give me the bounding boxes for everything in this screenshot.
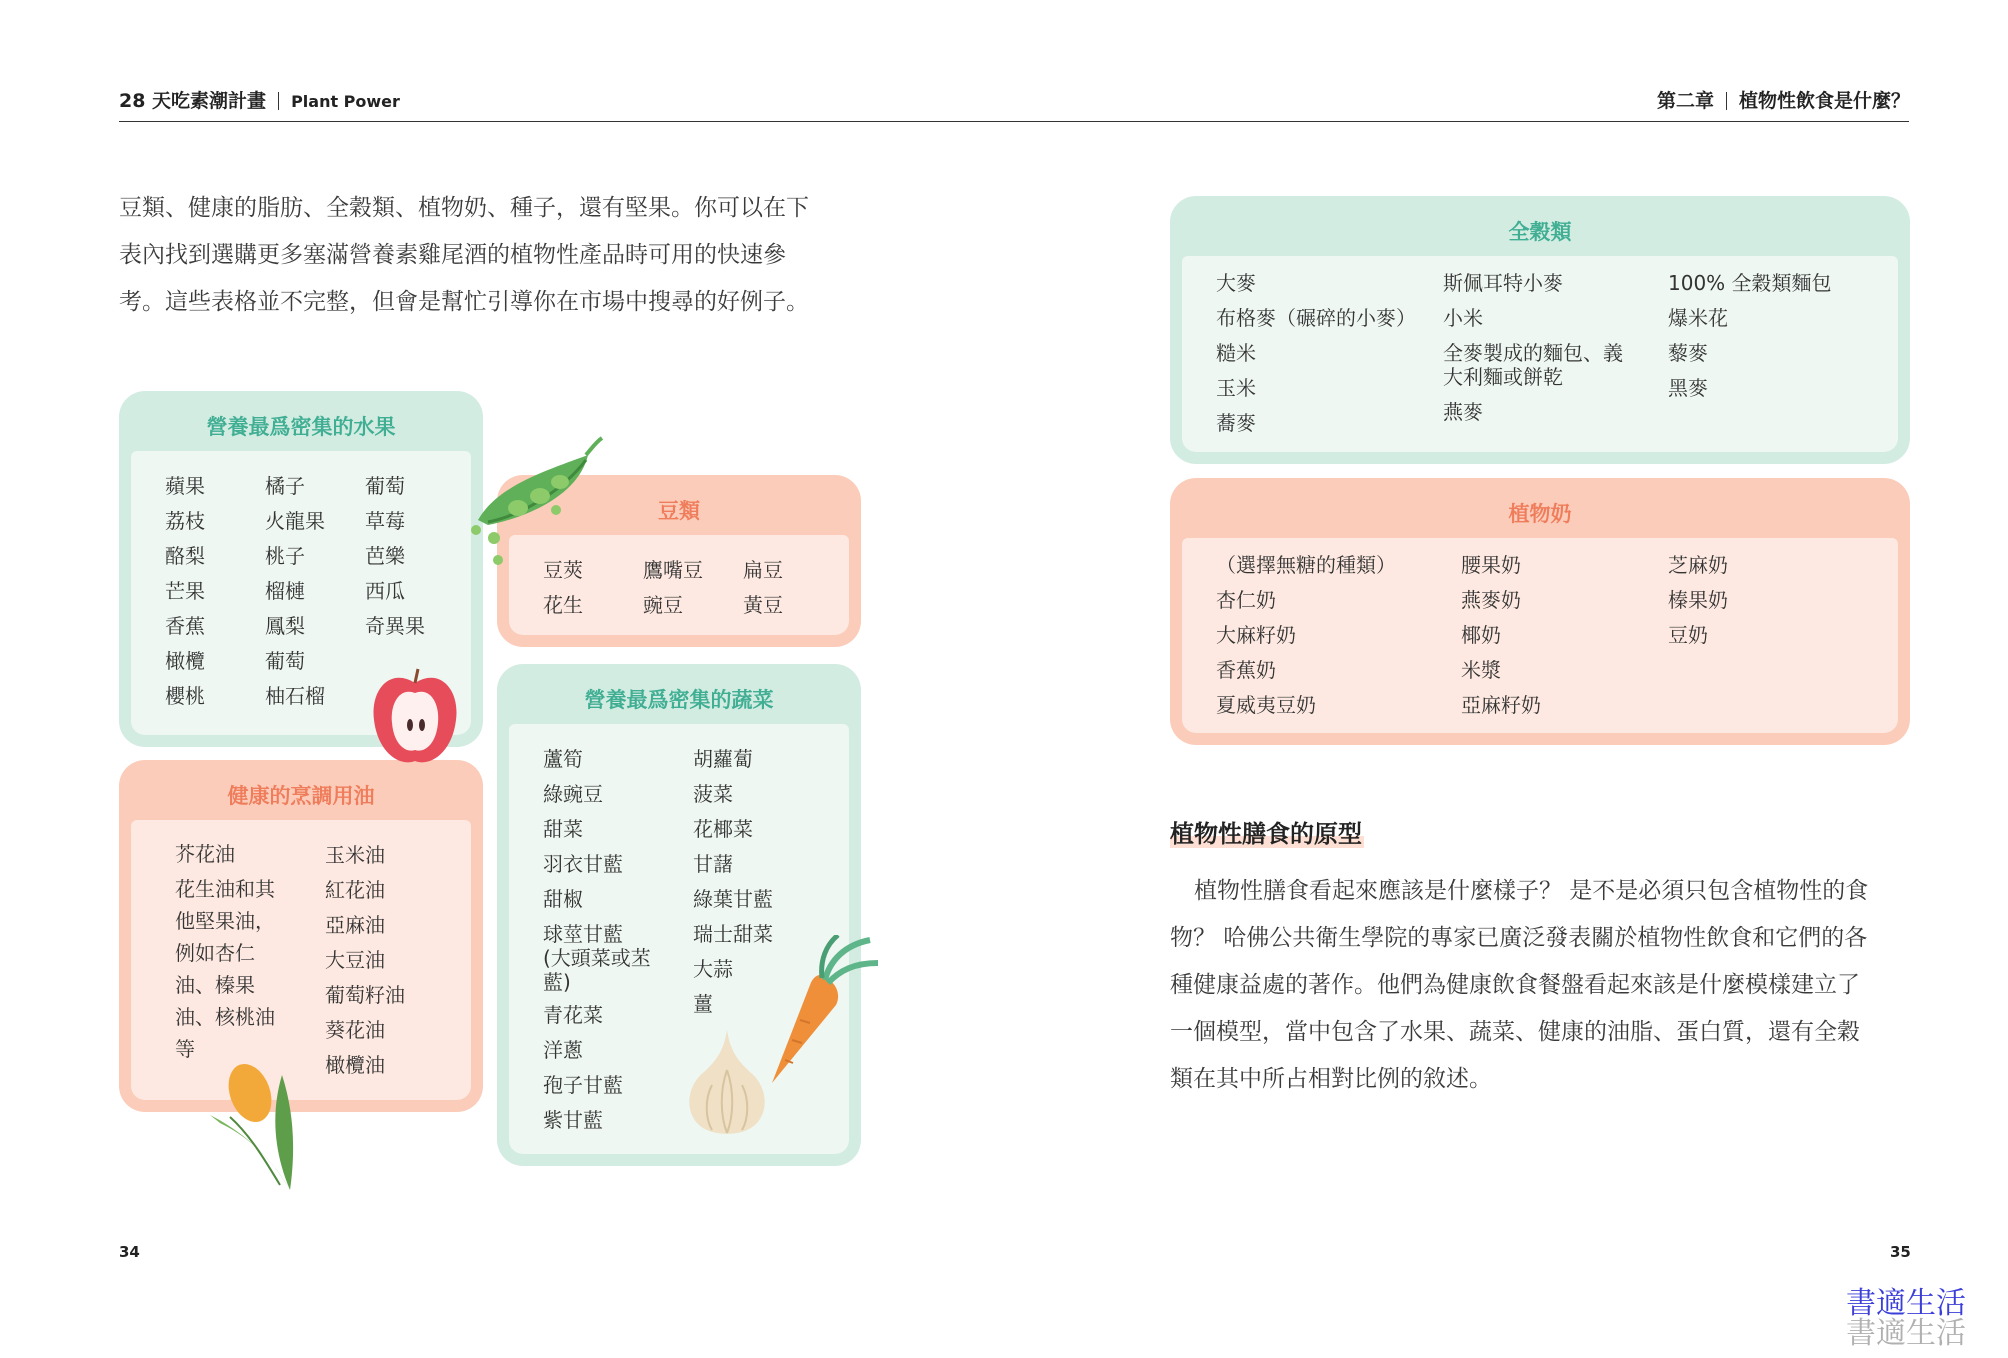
plant-milk-card (1170, 478, 1910, 745)
list-item: 甘藷 (693, 852, 733, 876)
list-item: 豆奶 (1668, 623, 1708, 647)
list-item: 大豆油 (325, 948, 385, 972)
list-item: 紫甘藍 (543, 1108, 603, 1132)
grains-col-1 (1216, 266, 1416, 441)
list-item: 燕麥奶 (1461, 588, 1521, 612)
header-divider (278, 92, 279, 110)
list-item: 葵花油 (325, 1018, 385, 1042)
list-item: 鷹嘴豆 (643, 558, 703, 582)
list-item: 洋蔥 (543, 1038, 583, 1062)
list-item: 小米 (1443, 306, 1483, 330)
list-item: 全麥製成的麵包、義 (1443, 341, 1623, 365)
vegetables-title: 營養最爲密集的蔬菜 (584, 688, 774, 712)
list-item: 蘋果 (165, 474, 205, 498)
list-item: 鳳梨 (265, 614, 305, 638)
list-item: 榴槤 (265, 579, 305, 603)
grains-title: 全穀類 (1508, 220, 1572, 244)
body-line: 植物性膳食看起來應該是什麼樣子？ 是不是必須只包含植物性的食 (1194, 878, 1869, 904)
apple-icon (370, 665, 460, 770)
intro-line: 表內找到選購更多塞滿營養素雞尾酒的植物性產品時可用的快速參 (119, 242, 786, 268)
vegetables-card (497, 664, 861, 1166)
list-item: 花生油和其 (175, 877, 275, 901)
list-item: 藜麥 (1668, 341, 1708, 365)
list-item: 奇異果 (365, 614, 425, 638)
list-item: 油、榛果 (175, 973, 255, 997)
list-item: 橄欖 (165, 649, 205, 673)
list-item: (大頭菜或苤 (543, 946, 651, 970)
list-item: 菠菜 (693, 782, 733, 806)
section-heading: 植物性膳食的原型 (1170, 820, 1362, 848)
fruits-col-1 (165, 469, 205, 714)
list-item: 芒果 (165, 579, 205, 603)
list-item: 油、核桃油 (175, 1005, 275, 1029)
body-line: 種健康益處的著作。他們為健康飲食餐盤看起來該是什麼模樣建立了 (1170, 972, 1860, 998)
watermark-logo: 書適生活 (1846, 1286, 1966, 1321)
plant-milk-col-1 (1216, 548, 1396, 723)
intro-line: 豆類、健康的脂肪、全穀類、植物奶、種子，還有堅果。你可以在下 (119, 195, 809, 221)
header-divider (1726, 92, 1727, 110)
grains-col-2 (1443, 266, 1623, 430)
pea-pod-icon (468, 430, 618, 570)
body-line: 物？ 哈佛公共衛生學院的專家已廣泛發表關於植物性飲食和它們的各 (1170, 925, 1868, 951)
list-item: 腰果奶 (1461, 553, 1521, 577)
list-item: 香蕉奶 (1216, 658, 1276, 682)
list-item: 糙米 (1216, 341, 1256, 365)
list-item: 大利麵或餅乾 (1443, 365, 1563, 389)
list-item: 等 (175, 1037, 195, 1061)
list-item: 大蒜 (693, 957, 733, 981)
list-item: 爆米花 (1668, 306, 1728, 330)
list-item: 胡蘿蔔 (693, 747, 753, 771)
section-paragraph (1170, 868, 1920, 1103)
intro-paragraph (119, 185, 879, 326)
intro-line: 考。這些表格並不完整，但會是幫忙引導你在市場中搜尋的好例子。 (119, 289, 809, 315)
beans-col-2 (643, 553, 703, 623)
beans-col-3 (743, 553, 783, 623)
plant-milk-col-3 (1668, 548, 1728, 653)
list-item: 燕麥 (1443, 400, 1483, 424)
fruits-col-2 (265, 469, 325, 714)
list-item: 斯佩耳特小麥 (1443, 271, 1563, 295)
list-item: 香蕉 (165, 614, 205, 638)
list-item: 例如杏仁 (175, 941, 255, 965)
list-item: 夏威夷豆奶 (1216, 693, 1316, 717)
corn-icon (200, 1055, 305, 1195)
list-item: 綠豌豆 (543, 782, 603, 806)
list-item: 葡萄 (265, 649, 305, 673)
page-number-left: 34 (119, 1243, 140, 1261)
garlic-icon (682, 1030, 772, 1135)
list-item: 葡萄 (365, 474, 405, 498)
list-item: 椰奶 (1461, 623, 1501, 647)
list-item: 亞麻籽奶 (1461, 693, 1541, 717)
list-item: 杏仁奶 (1216, 588, 1276, 612)
list-item: 玉米 (1216, 376, 1256, 400)
list-item: 荔枝 (165, 509, 205, 533)
oils-col-2 (325, 838, 405, 1083)
grains-col-3 (1668, 266, 1832, 406)
list-item: 100% 全穀類麵包 (1668, 271, 1832, 295)
list-item: 薑 (693, 992, 713, 1016)
fruits-title: 營養最爲密集的水果 (206, 415, 396, 439)
list-item: 綠葉甘藍 (693, 887, 773, 911)
body-line: 一個模型，當中包含了水果、蔬菜、健康的油脂、蛋白質，還有全穀 (1170, 1019, 1860, 1045)
book-subtitle: Plant Power (291, 92, 400, 111)
list-item: 米漿 (1461, 658, 1501, 682)
book-title: 28 天吃素潮計畫 (119, 90, 267, 112)
plant-milk-title: 植物奶 (1508, 502, 1572, 526)
page-number-right: 35 (1890, 1243, 1911, 1261)
watermark-logo-shadow: 書適生活 (1846, 1316, 1966, 1351)
body-line: 類在其中所占相對比例的敘述。 (1170, 1066, 1492, 1092)
list-item: 球莖甘藍 (543, 922, 623, 946)
fruits-col-3 (365, 469, 425, 644)
list-item: 孢子甘藍 (543, 1073, 623, 1097)
list-item: 火龍果 (265, 509, 325, 533)
list-item: 蕎麥 (1216, 411, 1256, 435)
list-item: 蘆筍 (543, 747, 583, 771)
plant-milk-col-2 (1461, 548, 1541, 723)
oils-title: 健康的烹調用油 (227, 784, 375, 808)
list-item: 瑞士甜菜 (693, 922, 773, 946)
list-item: 布格麥（碾碎的小麥） (1216, 306, 1416, 330)
list-item: 橄欖油 (325, 1053, 385, 1077)
list-item: 草莓 (365, 509, 405, 533)
list-item: 柚石榴 (265, 684, 325, 708)
list-item: 紅花油 (325, 878, 385, 902)
list-item: 他堅果油， (175, 909, 275, 933)
list-item: 西瓜 (365, 579, 405, 603)
list-item: 青花菜 (543, 1003, 603, 1027)
list-item: 甜椒 (543, 887, 583, 911)
list-item: 甜菜 (543, 817, 583, 841)
header-rule (119, 121, 1909, 122)
list-item: 亞麻油 (325, 913, 385, 937)
running-header-right (1657, 86, 1910, 113)
beans-title: 豆類 (658, 499, 700, 523)
list-item: 芭樂 (365, 544, 405, 568)
list-item: 酪梨 (165, 544, 205, 568)
oils-col-1 (175, 838, 275, 1065)
list-item: 扁豆 (743, 558, 783, 582)
list-item: 黑麥 (1668, 376, 1708, 400)
list-item: 葡萄籽油 (325, 983, 405, 1007)
list-item: 大麻籽奶 (1216, 623, 1296, 647)
chapter-label: 第二章 (1656, 90, 1714, 112)
list-item: 桃子 (265, 544, 305, 568)
list-item: 榛果奶 (1668, 588, 1728, 612)
list-item: 花生 (543, 593, 583, 617)
list-item: 黃豆 (743, 593, 783, 617)
list-item: 豌豆 (643, 593, 683, 617)
list-item: 櫻桃 (165, 684, 205, 708)
vegetables-col-1 (543, 742, 651, 1138)
grains-card (1170, 196, 1910, 464)
carrot-icon (760, 935, 880, 1085)
chapter-title: 植物性飲食是什麼？ (1738, 90, 1910, 112)
list-item: 藍) (543, 970, 571, 994)
list-item: 豆莢 (543, 558, 583, 582)
list-item: 芝麻奶 (1668, 553, 1728, 577)
list-item: 芥花油 (175, 842, 235, 866)
section-heading-wrap (1170, 814, 1550, 852)
list-item: （選擇無糖的種類） (1216, 553, 1396, 577)
list-item: 羽衣甘藍 (543, 852, 623, 876)
list-item: 花椰菜 (693, 817, 753, 841)
list-item: 玉米油 (325, 843, 385, 867)
list-item: 大麥 (1216, 271, 1256, 295)
running-header-left (119, 86, 400, 113)
list-item: 橘子 (265, 474, 305, 498)
